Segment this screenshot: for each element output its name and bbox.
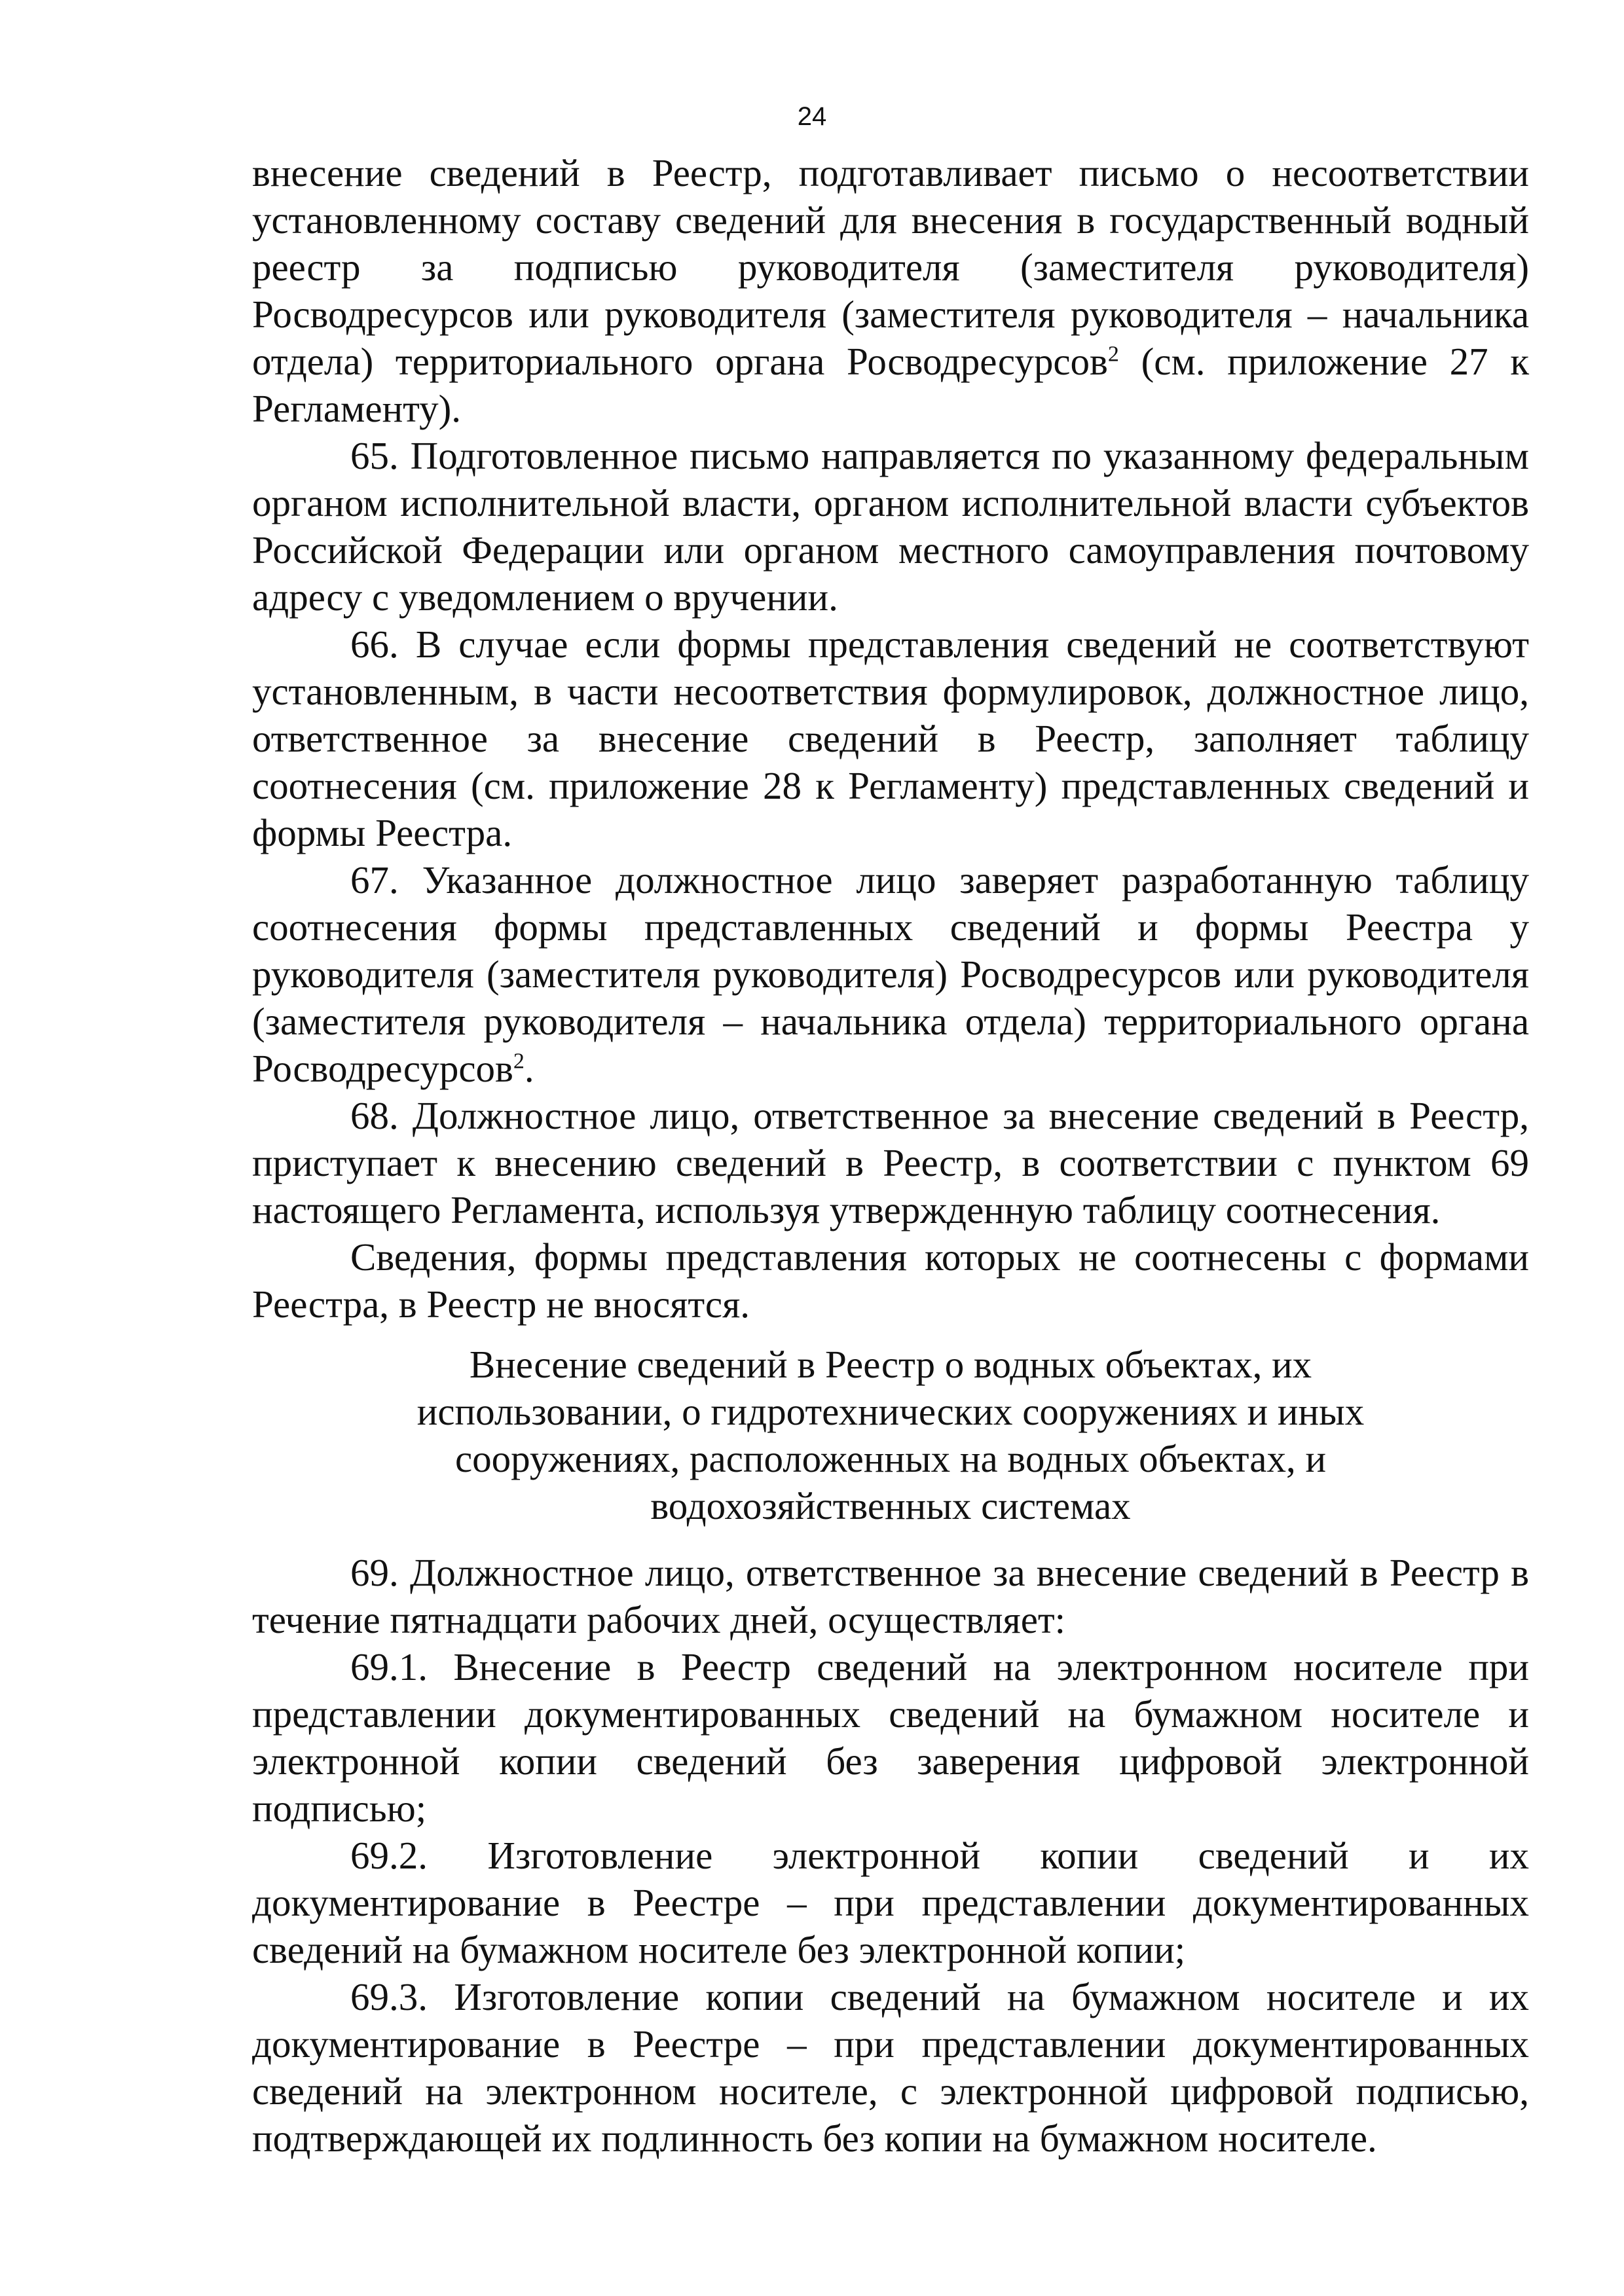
paragraph-text: внесение сведений в Реестр, подготавливает письмо о несоответствии установленному составу сведений для внесения в государственный водный реестр за подписью руководителя (заместителя руководителя) Росводресурсов или руководителя (заместителя руководителя – начальника отдела) территориального органа Росводресурсов: [252, 151, 1529, 383]
paragraph-66: 66. В случае если формы представления сведений не соответствуют установленным, в части несоответствия формулировок, должностное лицо, ответственное за внесение сведений в Реестр, заполняет таблицу соотнесения (см. приложение 28 к Регламенту) представленных сведений и формы Реестра.: [252, 623, 1529, 854]
section-heading: Внесение сведений в Реестр о водных объектах, их использовании, о гидротехнических сооружениях и иных сооружениях, расположенных на водных объектах, и водохозяйственных системах: [416, 1343, 1365, 1527]
paragraph-69-3: 69.3. Изготовление копии сведений на бумажном носителе и их документирование в Реестре – при представлении документированных сведений на электронном носителе, с электронной цифровой подписью, подтверждающей их подлинность без копии на бумажном носителе.: [252, 1975, 1529, 2160]
paragraph-69-1: 69.1. Внесение в Реестр сведений на электронном носителе при представлении документированных сведений на бумажном носителе и электронной копии сведений без заверения цифровой электронной подписью;: [252, 1645, 1529, 1830]
paragraph-69-2: 69.2. Изготовление электронной копии сведений и их документирование в Реестре – при представлении документированных сведений на бумажном носителе без электронной копии;: [252, 1834, 1529, 1971]
paragraph-continuation: [252, 149, 1529, 432]
document-body: [252, 149, 1529, 2162]
paragraph-69: 69. Должностное лицо, ответственное за внесение сведений в Реестр в течение пятнадцати рабочих дней, осуществляет:: [252, 1551, 1529, 1641]
paragraph-text: 67. Указанное должностное лицо заверяет разработанную таблицу соотнесения формы представленных сведений и формы Реестра у руководителя (заместителя руководителя) Росводресурсов или руководителя (заместителя руководителя – начальника отдела) территориального органа Росводресурсов: [252, 858, 1529, 1090]
paragraph-text: (см. приложение 27 к Регламенту).: [252, 340, 1529, 430]
paragraph-68: 68. Должностное лицо, ответственное за внесение сведений в Реестр, приступает к внесению сведений в Реестр, в соответствии с пунктом 69 настоящего Регламента, используя утвержденную таблицу соотнесения.: [252, 1094, 1529, 1231]
paragraph-65: 65. Подготовленное письмо направляется по указанному федеральным органом исполнительной власти, органом исполнительной власти субъектов Российской Федерации или органом местного самоуправления почтовому адресу с уведомлением о вручении.: [252, 434, 1529, 619]
page-number: 24: [797, 102, 827, 131]
paragraph-68-note: Сведения, формы представления которых не соотнесены с формами Реестра, в Реестр не вносятся.: [252, 1235, 1529, 1326]
paragraph-67: [252, 856, 1529, 1092]
paragraph-text: .: [524, 1047, 534, 1090]
footnote-marker: 2: [1107, 342, 1119, 367]
footnote-marker: 2: [513, 1049, 525, 1074]
